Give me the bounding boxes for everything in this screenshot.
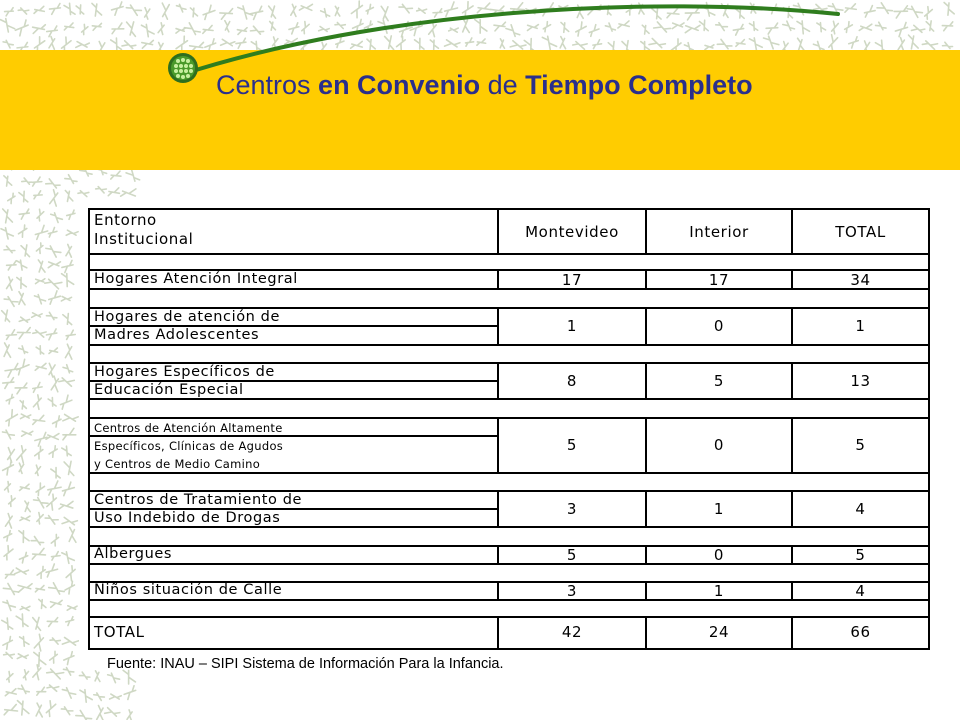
data-table [79,199,932,652]
row-montevideo: 3 [566,582,578,600]
row-interior: 1 [713,582,725,600]
green-swoosh-decoration [0,0,960,120]
row-label: Madres Adolescentes [94,327,260,343]
row-label: Hogares Específicos de [94,364,275,380]
source-note: Fuente: INAU – SIPI Sistema de Información Para la Infancia. [107,656,504,672]
row-montevideo: 17 [561,271,583,289]
row-interior: 0 [713,546,725,564]
row-montevideo: 5 [566,546,578,564]
row-interior: 0 [713,317,725,335]
row-interior: 1 [713,500,725,518]
row-label: Específicos, Clínicas de Agudos [94,439,284,453]
row-total: 4 [855,500,866,518]
total-row-total: 66 [850,623,871,641]
total-row-label: TOTAL [94,623,145,641]
row-montevideo: 1 [566,317,578,335]
row-interior: 0 [713,436,725,454]
row-label: Centros de Atención Altamente [94,421,283,435]
row-label: Niños situación de Calle [94,582,283,598]
row-total: 5 [855,436,866,454]
header-label-line2: Institucional [94,230,194,248]
row-montevideo: 5 [566,436,578,454]
row-interior: 17 [708,271,730,289]
row-label: y Centros de Medio Camino [94,457,261,471]
total-row-interior: 24 [708,623,730,641]
header-interior: Interior [689,223,749,241]
total-row-montevideo: 42 [561,623,583,641]
row-montevideo: 8 [566,372,578,390]
row-label: Hogares Atención Integral [94,271,298,287]
row-label: Centros de Tratamiento de [94,492,303,508]
row-total: 13 [850,372,871,390]
header-total: TOTAL [835,223,886,241]
row-interior: 5 [713,372,725,390]
green-dots-logo-icon [167,52,199,84]
row-label: Hogares de atención de [94,309,281,325]
row-total: 1 [855,317,866,335]
row-total: 4 [855,582,866,600]
row-total: 5 [855,546,866,564]
row-total: 34 [850,271,871,289]
row-label: Uso Indebido de Drogas [94,510,281,526]
row-label: Albergues [94,546,173,562]
row-montevideo: 3 [566,500,578,518]
row-label: Educación Especial [94,382,244,398]
header-montevideo: Montevideo [525,223,619,241]
header-label-line1: Entorno [94,211,157,229]
page-title: Centros en Convenio de Tiempo Completo [216,70,753,100]
